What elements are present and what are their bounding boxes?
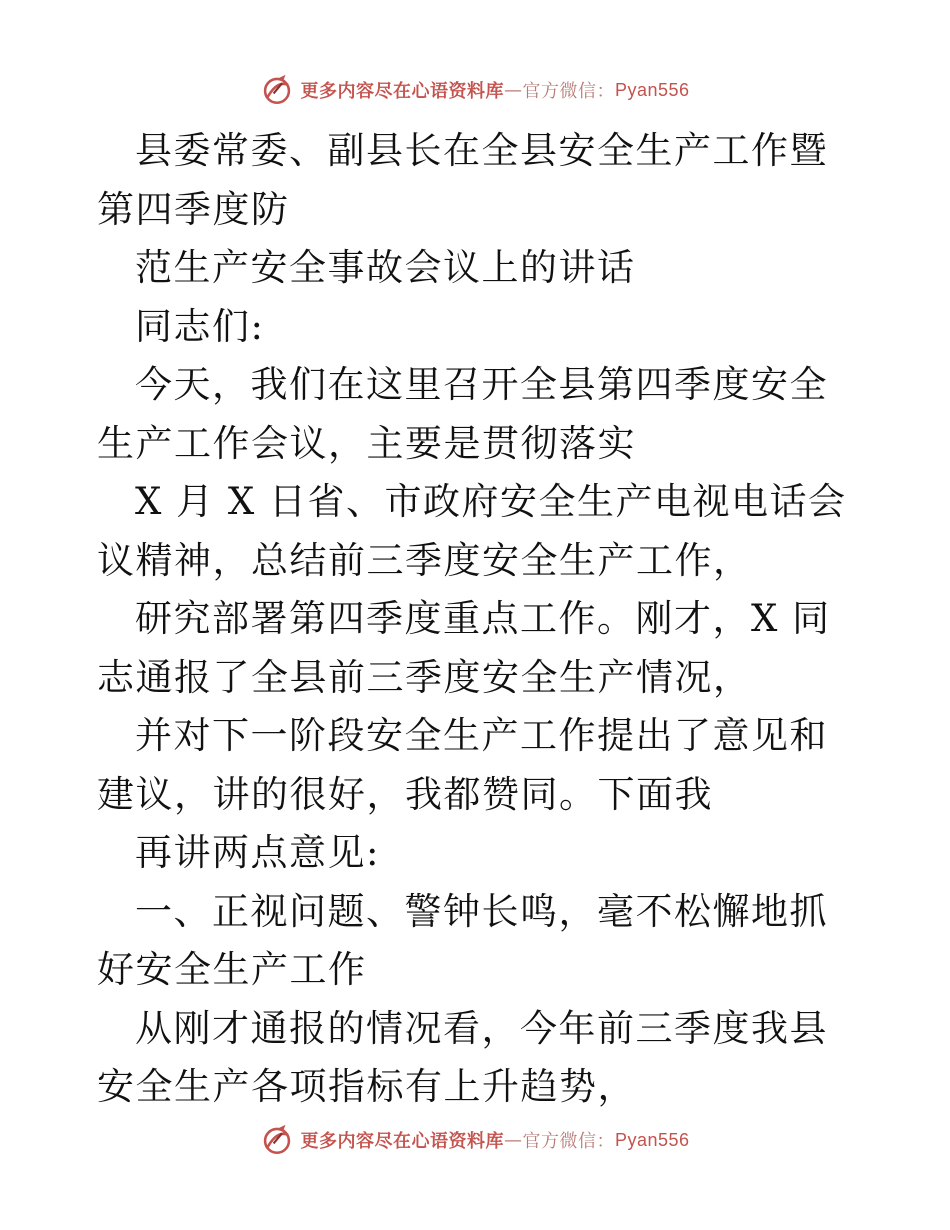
watermark-header	[0, 70, 950, 110]
paragraph-salutation: 同志们:	[135, 304, 265, 348]
watermark-main-text: 更多内容尽在心语资料库	[300, 81, 504, 102]
watermark-main-text: 更多内容尽在心语资料库	[300, 1131, 504, 1152]
document-body	[97, 122, 857, 1117]
paragraph: 再讲两点意见:	[135, 831, 380, 874]
paragraph-title-1: 县委常委、副县长在全县安全生产工作暨第四季度防	[97, 129, 828, 231]
paragraph-title-2: 范生产安全事故会议上的讲话	[135, 246, 636, 289]
section-heading: 一、正视问题、警钟长鸣，毫不松懈地抓好安全生产工作	[97, 889, 828, 991]
watermark-wechat-id: Pyan556	[614, 79, 690, 100]
watermark-sub-text: 官方微信：	[522, 1131, 615, 1152]
red-pen-swirl-icon	[260, 1123, 294, 1157]
watermark-footer	[0, 1120, 950, 1160]
paragraph: 从刚才通报的情况看，今年前三季度我县安全生产各项指标有上升趋势，	[97, 1006, 828, 1108]
red-pen-swirl-icon	[260, 73, 294, 107]
paragraph: 并对下一阶段安全生产工作提出了意见和建议，讲的很好，我都赞同。下面我	[97, 714, 828, 816]
watermark-dash: —	[503, 79, 523, 101]
watermark-wechat-id: Pyan556	[614, 1129, 690, 1150]
paragraph: 研究部署第四季度重点工作。刚才，X 同志通报了全县前三季度安全生产情况，	[97, 597, 831, 699]
paragraph: X 月 X 日省、市政府安全生产电视电话会议精神，总结前三季度安全生产工作，	[97, 480, 847, 582]
watermark-dash: —	[503, 1129, 523, 1151]
watermark-sub-text: 官方微信：	[522, 81, 615, 102]
paragraph: 今天，我们在这里召开全县第四季度安全生产工作会议，主要是贯彻落实	[97, 363, 828, 465]
